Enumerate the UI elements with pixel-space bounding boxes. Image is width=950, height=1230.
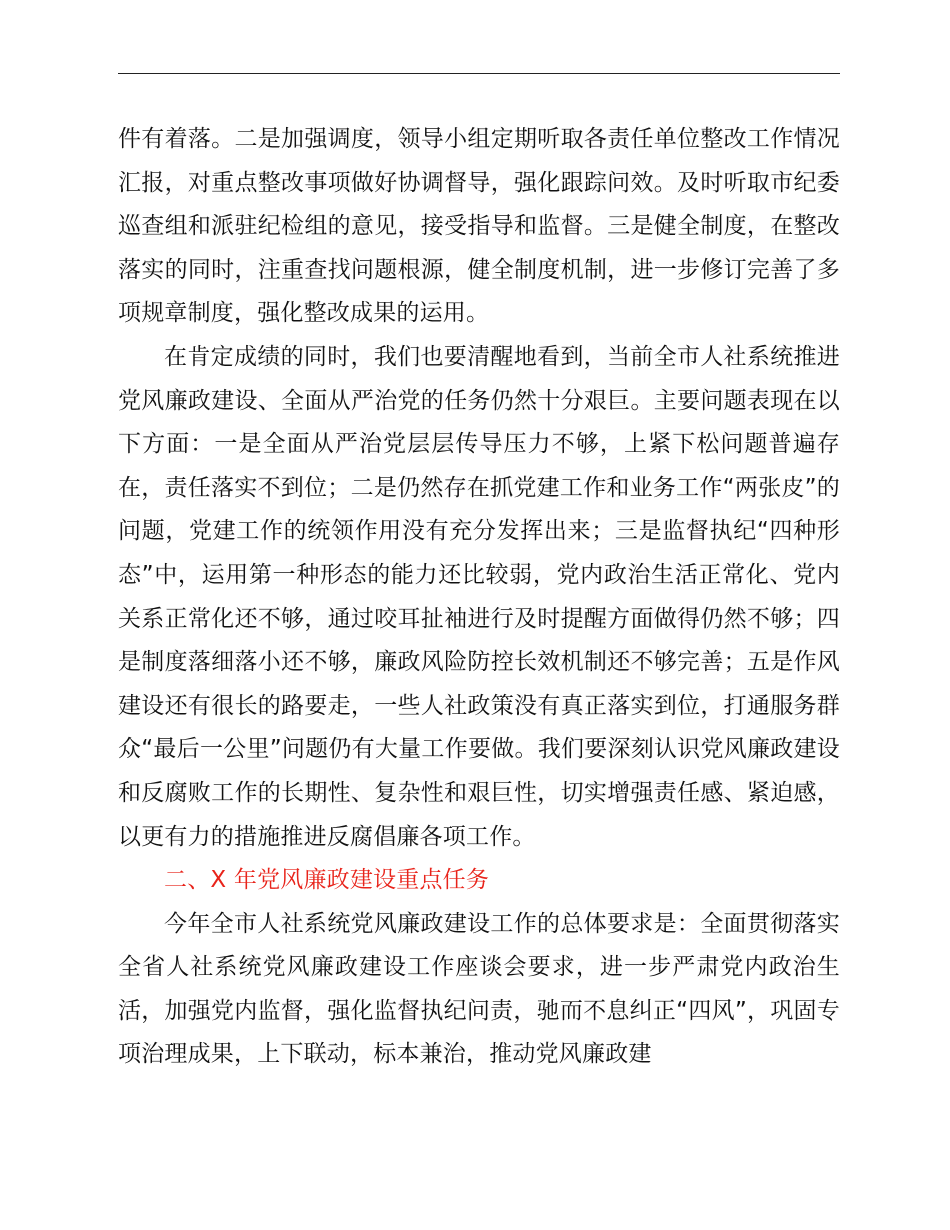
paragraph-general-requirements: 今年全市人社系统党风廉政建设工作的总体要求是：全面贯彻落实全省人社系统党风廉政建设工作座谈会要求，进一步严肃党内政治生活，加强党内监督，强化监督执纪问责，驰而不息纠正“四风”，巩固专项治理成果，上下联动，标本兼治，推动党风廉政建 bbox=[118, 910, 840, 1068]
paragraph-rectification-measures: 件有着落。二是加强调度，领导小组定期听取各责任单位整改工作情况汇报，对重点整改事项做好协调督导，强化跟踪问效。及时听取市纪委巡查组和派驻纪检组的意见，接受指导和监督。三是健全制度，在整改落实的同时，注重查找问题根源，健全制度机制，进一步修订完善了多项规章制度，强化整改成果的运用。 bbox=[118, 126, 840, 327]
document-body bbox=[118, 118, 840, 1077]
paragraph-existing-problems: 在肯定成绩的同时，我们也要清醒地看到，当前全市人社系统推进党风廉政建设、全面从严治党的任务仍然十分艰巨。主要问题表现在以下方面：一是全面从严治党层层传导压力不够，上紧下松问题普遍存在，责任落实不到位；二是仍然存在抓党建工作和业务工作“两张皮”的问题，党建工作的统领作用没有充分发挥出来；三是监督执纪“四种形态”中，运用第一种形态的能力还比较弱，党内政治生活正常化、党内关系正常化还不够，通过咬耳扯袖进行及时提醒方面做得仍然不够；四是制度落细落小还不够，廉政风险防控长效机制还不够完善；五是作风建设还有很长的路要走，一些人社政策没有真正落实到位，打通服务群众“最后一公里”问题仍有大量工作要做。我们要深刻认识党风廉政建设和反腐败工作的长期性、复杂性和艰巨性，切实增强责任感、紧迫感，以更有力的措施推进反腐倡廉各项工作。 bbox=[118, 343, 840, 850]
header-rule bbox=[118, 73, 840, 74]
section-heading-key-tasks: 二、X 年党风廉政建设重点任务 bbox=[164, 867, 490, 894]
